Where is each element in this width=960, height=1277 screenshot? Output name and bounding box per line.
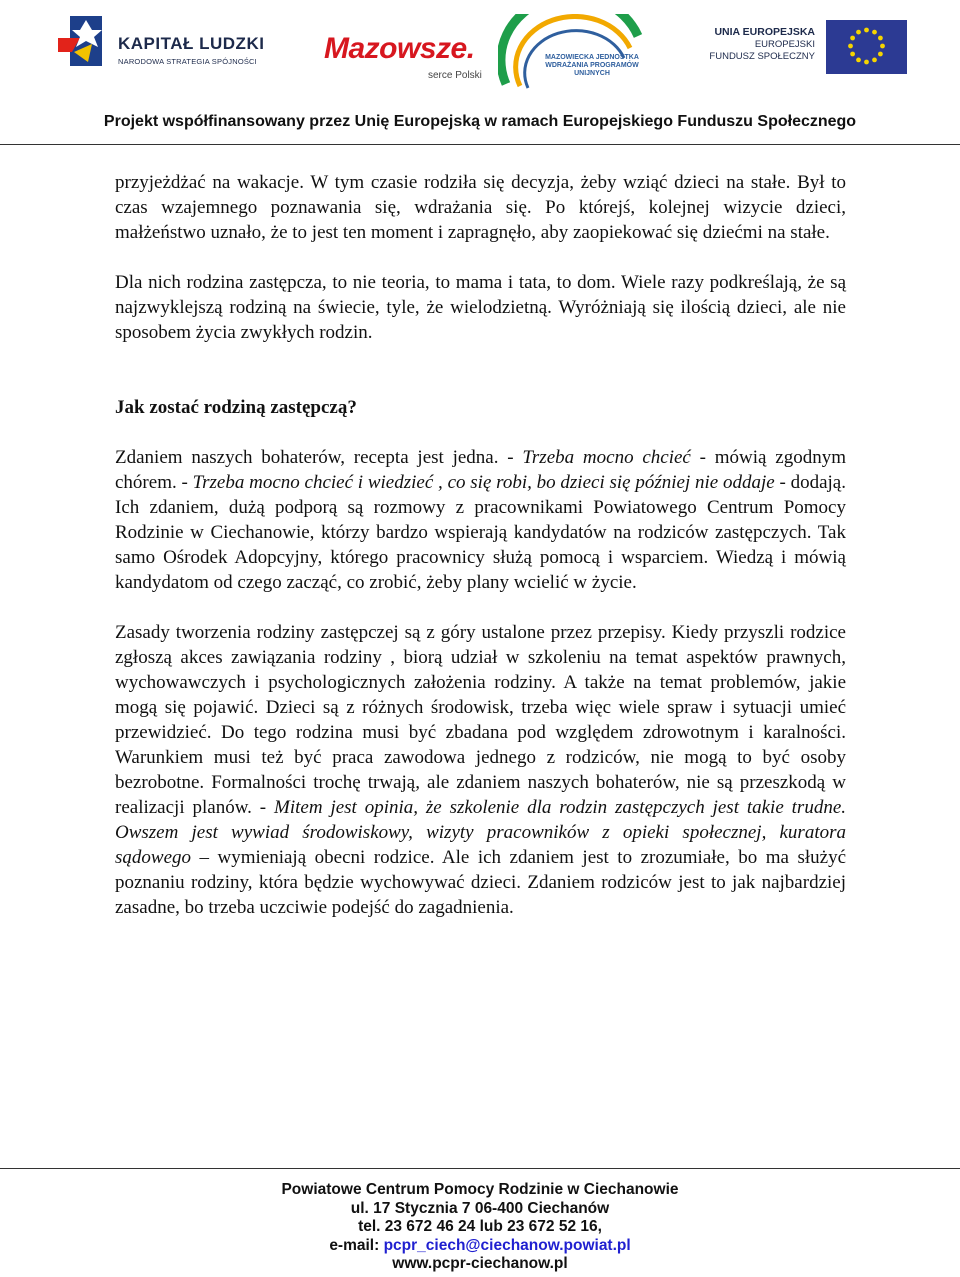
p3-text-e: - dodają. Ich zdaniem, dużą podporą są rozmowy z pracownikami Powiatowego Centrum Pomocy Rodzinie w Ciechanowie, którzy bardzo wspierają kandydatów na rodziców zastępczych. Tak samo Ośrodek Adopcyjny, którego pracownicy służą pomocą i wsparciem. Wiedzą i mówią kandydatom od czego zacząć, co zrobić, żeby plany wcielić w życie. [115,472,846,593]
footer-org: Powiatowe Centrum Pomocy Rodzinie w Ciechanowie [281,1181,679,1198]
p3-text-a: Zdaniem naszych bohaterów, recepta jest jedna. - [115,447,523,468]
kapital-ludzki-title: KAPITAŁ LUDZKI [118,34,265,53]
footer-address: ul. 17 Stycznia 7 06-400 Ciechanów [350,1199,610,1217]
eu-line3: FUNDUSZ SPOŁECZNY [709,51,815,62]
cofinance-note: Projekt współfinansowany przez Unię Europejską w ramach Europejskiego Funduszu Społecznego [103,113,857,130]
p4-text-a: Zasady tworzenia rodziny zastępczej są z góry ustalone przez przepisy. Kiedy przyszli rodzice zgłoszą akces zawiązania rodziny , biorą udział w szkoleniu na temat aspektów prawnych, wychowawczych i psychologicznych założenia rodziny. A także na temat problemów, jakie mogą się pojawić. Dzieci są z różnych środowisk, trzeba więc wiele spraw i sytuacji umieć przewidzieć. Do tego rodzina musi być zbadana pod względem zdrowotnym i karalności. Warunkiem musi też być praca zawodowa jednego z rodziców, nie mogą to być osoby bezrobotne. Formalności trochę trwają, ale zdaniem naszych bohaterów, nie są przeszkodą w realizacji planów. - [115,622,846,818]
paragraph-3 [115,445,846,595]
paragraph-2: Dla nich rodzina zastępcza, to nie teoria, to mama i tata, to dom. Wiele razy podkreślają, że są najzwyklejszą rodziną na świecie, tyle, że wielodzietną. Wyróżniają się ilością dzieci, ale nie sposobem życia zwykłych rodzin. [115,272,846,343]
p3-quote-1: Trzeba mocno chcieć [522,447,691,468]
mjwpu-name: MAZOWIECKA JEDNOSTKA WDRAŻANIA PROGRAMÓW UNIJNYCH [545,54,639,77]
footer-phone: tel. 23 672 46 24 lub 23 672 52 16, [358,1218,602,1235]
p3-quote-2: Trzeba mocno chcieć i wiedzieć , co się robi, bo dzieci się później nie oddaje [192,472,775,493]
kapital-ludzki-subtitle: NARODOWA STRATEGIA SPÓJNOŚCI [118,57,257,66]
kapital-ludzki-logo [58,16,288,82]
mazowsze-title: Mazowsze. [324,32,475,65]
p3-text-c: - mówią zgodnym chórem. - [115,447,846,493]
mjwpu-logo [498,14,658,94]
mazowsze-subtitle: serce Polski [428,70,482,81]
page-header [0,0,960,145]
eu-line1: UNIA EUROPEJSKA [714,26,815,38]
p4-quote: Mitem jest opinia, że szkolenie dla rodzin zastępczych jest takie trudne. Owszem jest wywiad środowiskowy, wizyty pracowników z opieki społecznej, kuratora sądowego [115,797,847,868]
footer-divider [0,1168,960,1169]
eu-logo [705,20,905,80]
footer-email-label: e-mail: [329,1236,384,1254]
paragraph-1: przyjeżdżać na wakacje. W tym czasie rodziła się decyzja, żeby wziąć dzieci na stałe. Był to czas wzajemnego poznawania się, wdrażania się. Po którejś, kolejnej wizycie dzieci, małżeństwo uznało, że to jest ten moment i zapragnęło, aby zaopiekować się dziećmi na stałe. [115,172,846,243]
eu-line2: EUROPEJSKI [754,39,815,50]
p4-text-c: – wymieniają obecni rodzice. Ale ich zdaniem jest to zrozumiałe, bo ma służyć poznaniu rodziny, która będzie wychowywać dzieci. Zdaniem rodziców jest to jak najbardziej zasadne, bo trzeba uczciwie podejść do zagadnienia. [115,847,846,918]
section-heading: Jak zostać rodziną zastępczą? [115,397,357,418]
footer-email-link[interactable]: pcpr_ciech@ciechanow.powiat.pl [383,1236,631,1254]
article-body [115,170,846,945]
kapital-ludzki-emblem-icon [58,16,118,82]
footer-website[interactable]: www.pcpr-ciechanow.pl [392,1255,568,1272]
paragraph-4 [115,620,846,920]
header-divider [0,144,960,145]
eu-flag-icon [826,20,907,74]
mazowsze-logo [320,32,480,92]
page-footer [0,1181,960,1274]
footer-email-line [0,1237,960,1256]
eu-stars-icon [826,20,907,74]
eu-text [705,26,815,63]
